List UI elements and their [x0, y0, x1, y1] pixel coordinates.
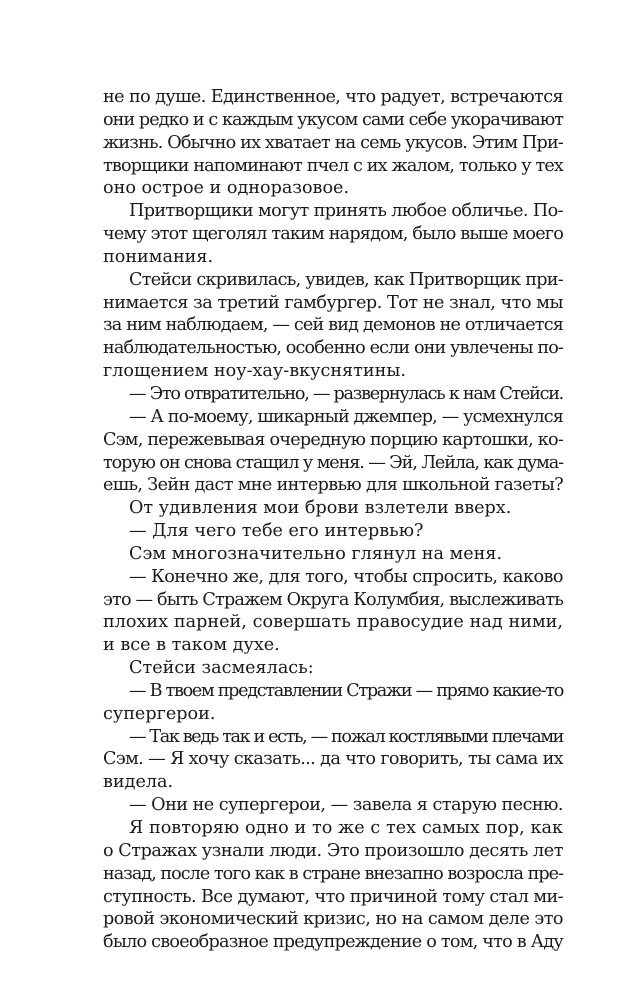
text-line: жизнь. Обычно их хватает на семь укусов. Этим При- — [103, 132, 563, 153]
text-line: — Так ведь так и есть, — пожал костлявыми плечами — [129, 726, 563, 747]
text-line: — А по-моему, шикарный джемпер, — усмехнулся — [129, 406, 563, 427]
text-line: глощением ноу-хау-вкуснятины. — [103, 361, 406, 382]
text-line: видела. — [103, 772, 174, 793]
text-line: супергерои. — [103, 703, 216, 724]
text-line: торую он снова стащил у меня. — Эй, Лейла, как дума- — [103, 452, 563, 473]
text-line: оно острое и одноразовое. — [103, 178, 350, 199]
text-line: назад, после того как в стране внезапно возросла пре- — [103, 863, 563, 884]
text-line: плохих парней, совершать правосудие над ними, — [103, 612, 563, 633]
text-line: Сэм, пережевывая очередную порцию картошки, ко- — [103, 429, 563, 450]
text-line: Стейси засмеялась: — [129, 658, 314, 679]
text-line: не по душе. Единственное, что радует, встречаются — [103, 87, 563, 107]
text-line: Притворщики могут принять любое обличье. По- — [129, 201, 563, 222]
text-line: ешь, Зейн даст мне интервью для школьной газеты? — [103, 475, 563, 496]
text-line: творщики напоминают пчел с их жалом, только у тех — [103, 155, 563, 176]
text-line: они редко и с каждым укусом сами себе укорачивают — [103, 109, 563, 130]
text-line: и все в таком духе. — [103, 635, 280, 656]
text-line: Стейси скривилась, увидев, как Притворщик при- — [129, 269, 563, 290]
text-line: — Для чего тебе его интервью? — [129, 521, 424, 542]
text-line: — Это отвратительно, — развернулась к нам Стейси. — [129, 383, 563, 404]
text-line: — Они не супергерои, — завела я старую песню. — [129, 795, 563, 816]
text-line: понимания. — [103, 246, 214, 267]
text-line: ровой экономический кризис, но на самом деле это — [103, 909, 563, 930]
text-line: Я повторяю одно и то же с тех самых пор, как — [129, 818, 563, 838]
text-line: наблюдательностью, особенно если они увлечены по- — [103, 338, 563, 359]
text-line: — Конечно же, для того, чтобы спросить, каково — [129, 566, 563, 587]
text-line: чему этот щеголял таким нарядом, было выше моего — [103, 224, 563, 245]
text-line: это — быть Стражем Округа Колумбия, выслеживать — [103, 589, 563, 610]
text-line: От удивления мои брови взлетели вверх. — [129, 498, 512, 519]
text-line: нимается за третий гамбургер. Тот не знал, что мы — [103, 292, 563, 313]
text-line: Сэм многозначительно глянул на меня. — [129, 543, 503, 564]
book-page-text — [103, 86, 563, 954]
text-line: — В твоем представлении Стражи — прямо какие-то — [129, 680, 563, 701]
text-line: ступность. Все думают, что причиной тому стал ми- — [103, 886, 563, 907]
text-line: Сэм. — Я хочу сказать... да что говорить, ты сама их — [103, 749, 563, 770]
text-line: было своеобразное предупреждение о том, что в Аду — [103, 932, 563, 953]
text-line: о Стражах узнали люди. Это произошло десять лет — [103, 840, 563, 861]
text-line: за ним наблюдаем, — сей вид демонов не отличается — [103, 315, 563, 336]
